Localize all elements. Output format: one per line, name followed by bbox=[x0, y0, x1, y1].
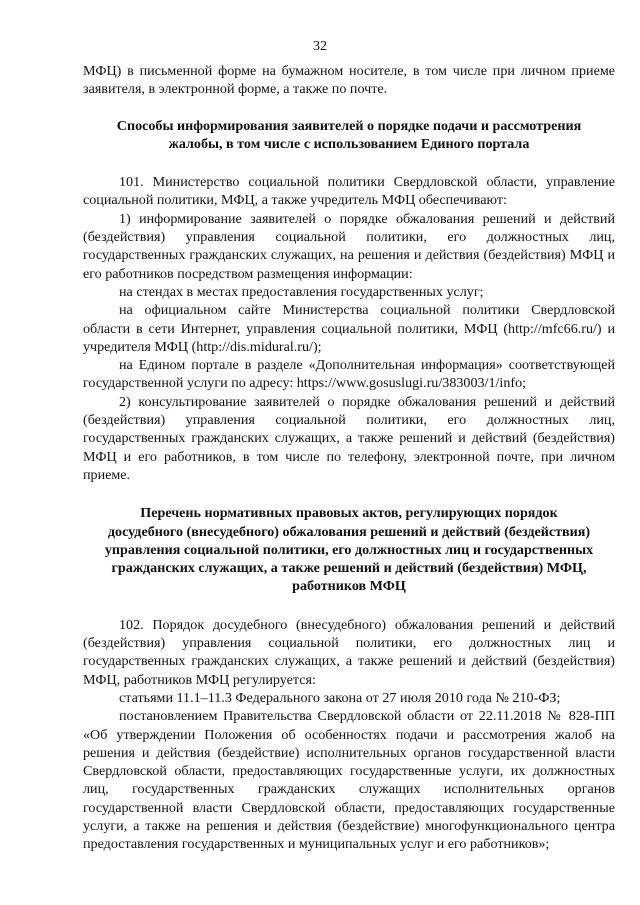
heading-line: Способы информирования заявителей о порядке подачи и рассмотрения bbox=[116, 117, 582, 134]
paragraph-official-site: на официальном сайте Министерства социальной политики Свердловской области в сети Интернет, управления социальной политики, МФЦ (http://mfc66.ru/) и учредителя МФЦ (http://dis.midural.ru/); bbox=[83, 302, 615, 355]
heading-line: досудебного (внесудебного) обжалования решений и действий (бездействия) bbox=[107, 523, 591, 540]
document-body bbox=[83, 62, 615, 854]
page-number: 32 bbox=[313, 39, 327, 54]
paragraph-federal-law: статьями 11.1–11.3 Федерального закона от 27 июля 2010 года № 210-ФЗ; bbox=[119, 689, 561, 706]
section-heading-legal-acts bbox=[83, 504, 615, 595]
paragraph-continuation: МФЦ) в письменной форме на бумажном носителе, в том числе при личном приеме заявителя, в электронной форме, а также по почте. bbox=[83, 63, 615, 98]
paragraph-102: 102. Порядок досудебного (внесудебного) обжалования решений и действий (бездействия) управления социальной политики, его должностных лиц и государственных гражданских служащих, а также решений и действий (бездействия) МФЦ, работников МФЦ регулируется: bbox=[83, 616, 615, 688]
heading-line: Перечень нормативных правовых актов, регулирующих порядок bbox=[140, 505, 558, 522]
paragraph-government-decree: постановлением Правительства Свердловской области от 22.11.2018 № 828-ПП «Об утверждении Положения об особенностях подачи и рассмотрения жалоб на решения и действия (бездействие) исполнительных органов государственной власти Свердловской области, предоставляющих государственные услуги, их должностных лиц, государственных гражданских служащих исполнительных органов государственной власти Свердловской области, предоставляющих государственные услуги, а также на решения и действия (бездействие) многофункционального центра предоставления государственных и муниципальных услуг и его работников»; bbox=[83, 708, 615, 853]
heading-line: гражданских служащих, а также решений и действий (бездействия) МФЦ, bbox=[111, 560, 587, 577]
paragraph-informing: 1) информирование заявителей о порядке обжалования решений и действий (бездействия) управления социальной политики, его должностных лиц, государственных гражданских служащих, на решения и действия (бездействия) МФЦ и его работников посредством размещения информации: bbox=[83, 210, 615, 282]
paragraph-stands: на стендах в местах предоставления государственных услуг; bbox=[119, 283, 484, 300]
paragraph-unified-portal: на Едином портале в разделе «Дополнительная информация» соответствующей государственной услуги по адресу: https://www.gosuslugi.ru/383003/1/info; bbox=[83, 357, 615, 392]
paragraph-consulting: 2) консультирование заявителей о порядке обжалования решений и действий (бездействия) управления социальной политики, его должностных лиц, государственных гражданских служащих, а также решений и действий (бездействия) МФЦ и его работников, в том числе по телефону, электронной почте, при личном приеме. bbox=[83, 393, 615, 483]
paragraph-101: 101. Министерство социальной политики Свердловской области, управление социальной политики, МФЦ, а также учредитель МФЦ обеспечивают: bbox=[83, 174, 615, 209]
heading-line: работников МФЦ bbox=[292, 578, 406, 595]
section-heading-complaint-info bbox=[83, 117, 615, 154]
heading-line: жалобы, в том числе с использованием Единого портала bbox=[168, 135, 530, 152]
heading-line: управления социальной политики, его должностных лиц и государственных bbox=[104, 541, 594, 558]
